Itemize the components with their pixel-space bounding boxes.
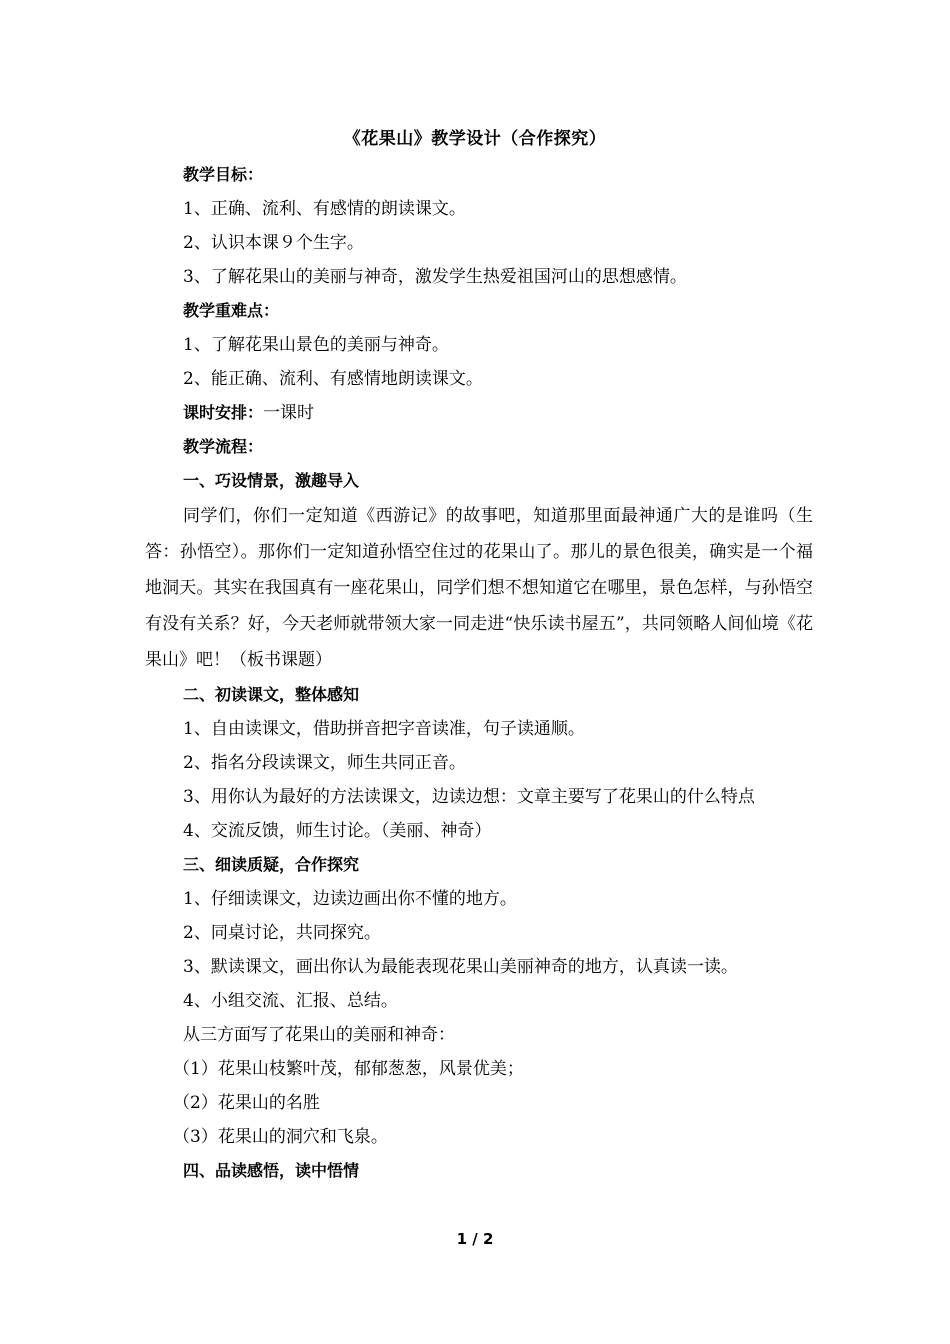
process-heading: 教学流程： bbox=[183, 437, 264, 456]
section3-point: （1）花果山枝繁叶茂，郁郁葱葱，风景优美； bbox=[173, 1059, 524, 1079]
key-point-item: 1、了解花果山景色的美丽与神奇。 bbox=[183, 335, 449, 355]
section3-item: 4、小组交流、汇报、总结。 bbox=[183, 991, 398, 1011]
page-number: 1 / 2 bbox=[456, 1230, 494, 1248]
section3-item: 3、默读课文，画出你认为最能表现花果山美丽神奇的地方，认真读一读。 bbox=[183, 957, 738, 977]
section2-item: 2、指名分段读课文，师生共同正音。 bbox=[183, 753, 466, 773]
section3-point: （3）花果山的洞穴和飞泉。 bbox=[173, 1127, 388, 1147]
key-points-heading: 教学重难点： bbox=[183, 301, 280, 320]
document-body bbox=[145, 158, 813, 1188]
goal-item: 1、正确、流利、有感情的朗读课文。 bbox=[183, 199, 466, 219]
section2-item: 1、自由读课文，借助拼音把字音读准，句子读通顺。 bbox=[183, 719, 585, 739]
schedule-value: 一课时 bbox=[263, 403, 315, 423]
section1-heading: 一、巧设情景，激趣导入 bbox=[183, 471, 360, 490]
schedule-label: 课时安排： bbox=[183, 403, 264, 422]
section1-paragraph: 同学们，你们一定知道《西游记》的故事吧，知道那里面最神通广大的是谁吗（生答：孙悟空）。那你们一定知道孙悟空住过的花果山了。那儿的景色很美，确实是一个福地洞天。其实在我国真有一座花果山，同学们想不想知道它在哪里，景色怎样，与孙悟空有没有关系？好，今天老师就带领大家一同走进“快乐读书屋五”，共同领略人间仙境《花果山》吧！（板书课题） bbox=[145, 506, 813, 670]
section3-item: 2、同桌讨论，共同探究。 bbox=[183, 923, 381, 943]
section3-heading: 三、细读质疑，合作探究 bbox=[183, 855, 360, 874]
section2-item: 4、交流反馈，师生讨论。（美丽、神奇） bbox=[183, 821, 492, 841]
goal-item: 3、了解花果山的美丽与神奇，激发学生热爱祖国河山的思想感情。 bbox=[183, 267, 687, 287]
schedule-line bbox=[183, 396, 813, 430]
section2-heading: 二、初读课文，整体感知 bbox=[183, 685, 360, 704]
goals-heading: 教学目标： bbox=[183, 165, 264, 184]
goal-item: 2、认识本课９个生字。 bbox=[183, 233, 364, 253]
document-title: 《花果山》教学设计（合作探究） bbox=[343, 129, 607, 149]
section3-item: 1、仔细读课文，边读边画出你不懂的地方。 bbox=[183, 889, 517, 909]
section2-item: 3、用你认为最好的方法读课文，边读边想：文章主要写了花果山的什么特点 bbox=[183, 787, 755, 807]
section3-point: （2）花果山的名胜 bbox=[173, 1093, 320, 1113]
section3-summary: 从三方面写了花果山的美丽和神奇： bbox=[183, 1025, 455, 1045]
section4-heading: 四、品读感悟，读中悟情 bbox=[183, 1161, 360, 1180]
key-point-item: 2、能正确、流利、有感情地朗读课文。 bbox=[183, 369, 483, 389]
